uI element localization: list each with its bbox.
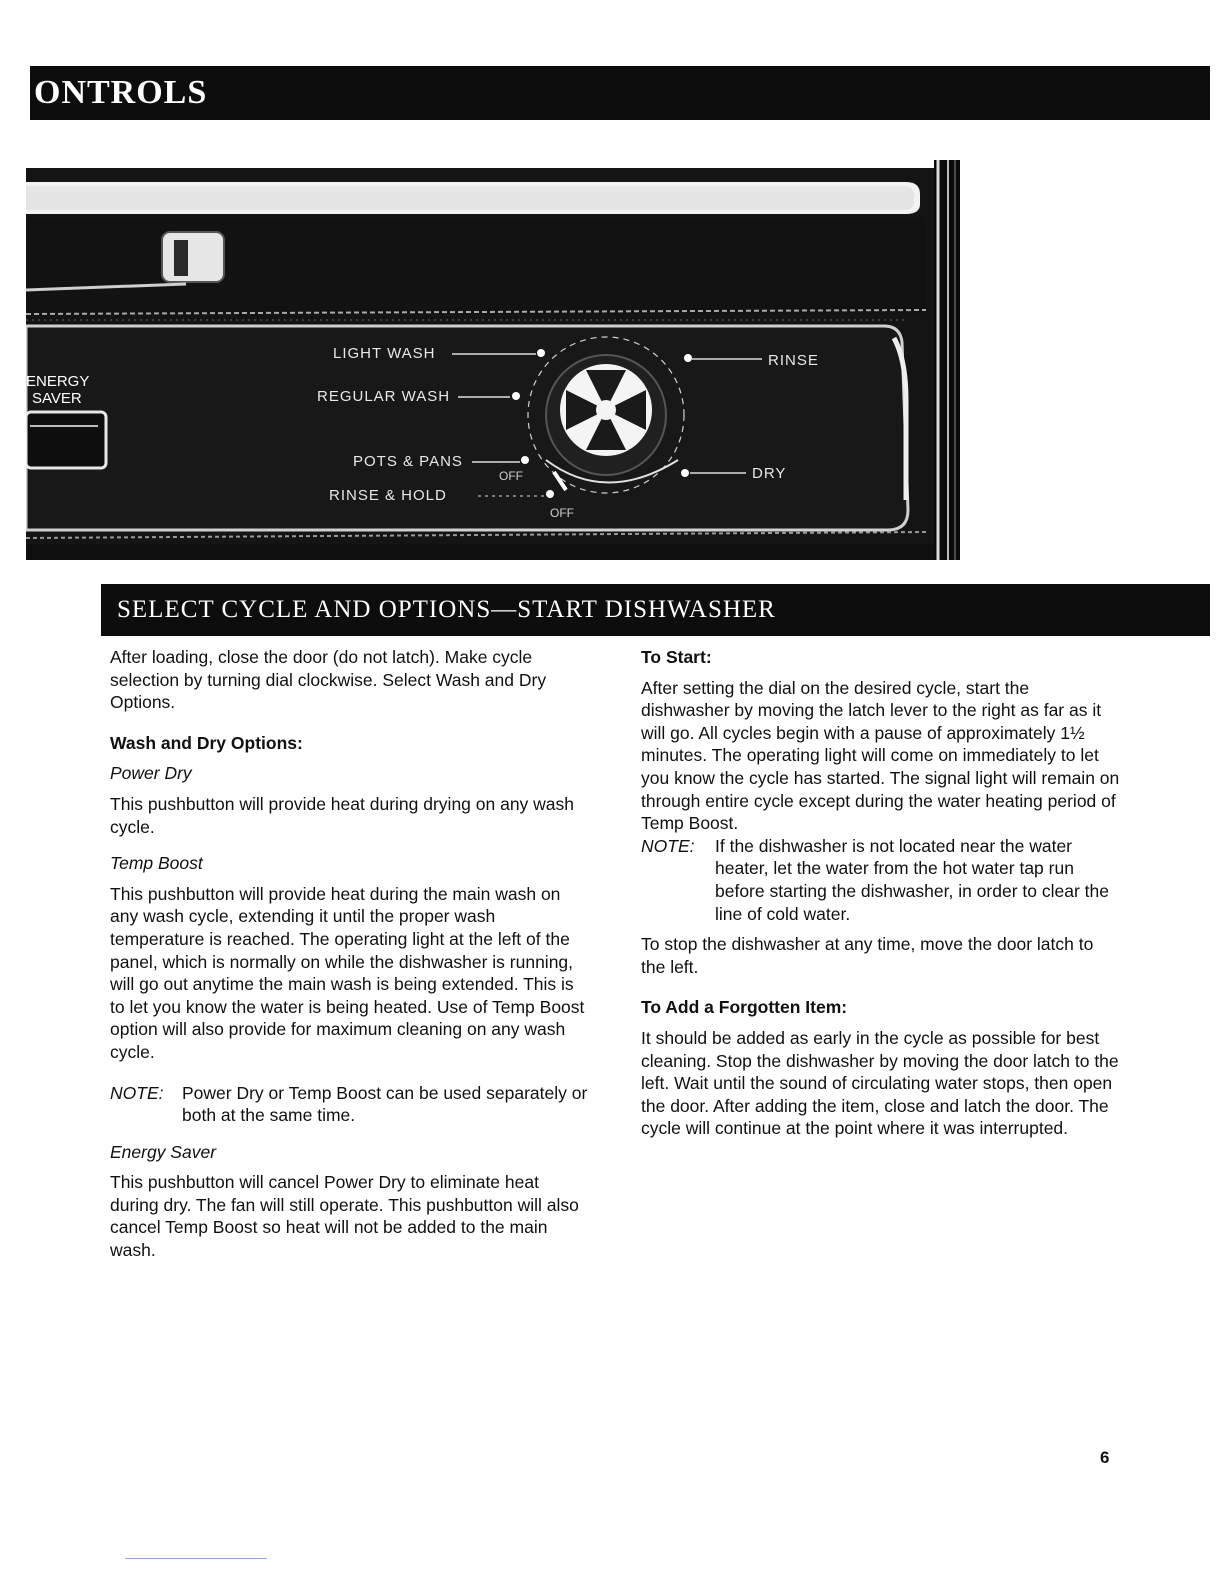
right-note bbox=[641, 835, 1121, 925]
label-light-wash: LIGHT WASH bbox=[333, 345, 436, 362]
label-pots-pans: POTS & PANS bbox=[353, 453, 463, 470]
left-note bbox=[110, 1082, 590, 1127]
temp-boost-title: Temp Boost bbox=[110, 853, 203, 874]
label-off-2: OFF bbox=[550, 506, 574, 520]
right-column bbox=[641, 646, 1121, 1140]
right-note-label: NOTE: bbox=[641, 835, 695, 856]
temp-boost-text: This pushbutton will provide heat during the main wash on any wash cycle, extending it until the proper wash temperature is reached. The operating light at the left of the panel, which is normally on while the dishwasher is running, will go out anytime the main wash is being extended. This is to let you know the water is being heated. Use of Temp Boost option will also provide for maximum cleaning on any wash cycle. bbox=[110, 883, 585, 1062]
left-note-label: NOTE: bbox=[110, 1082, 164, 1103]
energy-saver-label-1: ENERGY bbox=[26, 373, 90, 390]
page-header bbox=[30, 66, 1210, 120]
page-number: 6 bbox=[1100, 1448, 1110, 1467]
section-title: SELECT CYCLE AND OPTIONS—START DISHWASHER bbox=[117, 596, 776, 623]
door-latch-knob bbox=[162, 232, 224, 282]
power-dry-text: This pushbutton will provide heat during drying on any wash cycle. bbox=[110, 793, 575, 837]
wash-dry-options-heading: Wash and Dry Options: bbox=[110, 732, 303, 753]
label-rinse: RINSE bbox=[768, 352, 819, 369]
to-start-heading: To Start: bbox=[641, 647, 712, 667]
section-header bbox=[101, 584, 1210, 636]
label-rinse-hold: RINSE & HOLD bbox=[329, 487, 447, 504]
energy-saver-button bbox=[26, 412, 106, 468]
energy-saver-label-2: SAVER bbox=[32, 390, 82, 407]
energy-saver-text: This pushbutton will cancel Power Dry to eliminate heat during dry. The fan will still operate. This pushbutton will also cancel Temp Boost so heat will not be added to the main wash. bbox=[110, 1172, 579, 1261]
label-off-1: OFF bbox=[499, 469, 523, 483]
power-dry-title: Power Dry bbox=[110, 763, 192, 784]
footer-rule bbox=[125, 1558, 267, 1559]
left-column bbox=[110, 646, 590, 1262]
control-panel-illustration bbox=[26, 160, 960, 560]
energy-saver-title: Energy Saver bbox=[110, 1141, 217, 1162]
forgotten-item-text: It should be added as early in the cycle as possible for best cleaning. Stop the dishwasher by moving the door latch to the left. Wait until the sound of circulating water stops, then open the door. After adding the item, close and latch the door. The cycle will continue at the point where it was interrupted. bbox=[641, 1027, 1119, 1139]
left-note-text: Power Dry or Temp Boost can be used separately or both at the same time. bbox=[182, 1082, 588, 1126]
intro-paragraph: After loading, close the door (do not latch). Make cycle selection by turning dial clockwise. Select Wash and Dry Options. bbox=[110, 647, 547, 713]
forgotten-item-heading: To Add a Forgotten Item: bbox=[641, 997, 848, 1018]
header-title: ONTROLS bbox=[34, 74, 208, 111]
label-regular-wash: REGULAR WASH bbox=[317, 388, 451, 405]
stop-text: To stop the dishwasher at any time, move the door latch to the left. bbox=[641, 934, 1094, 977]
control-panel-photo bbox=[26, 160, 960, 560]
right-note-text: If the dishwasher is not located near the water heater, let the water from the hot water tap run before starting the dishwasher, in order to clear the line of cold water. bbox=[715, 835, 1109, 924]
label-dry: DRY bbox=[752, 465, 787, 482]
to-start-text: After setting the dial on the desired cycle, start the dishwasher by moving the latch lever to the right as far as it will go. All cycles begin with a pause of approximately 1½ minutes. The operating light will come on immediately to let you know the cycle has started. The signal light will remain on through entire cycle except during the water heating period of Temp Boost. bbox=[641, 677, 1120, 834]
